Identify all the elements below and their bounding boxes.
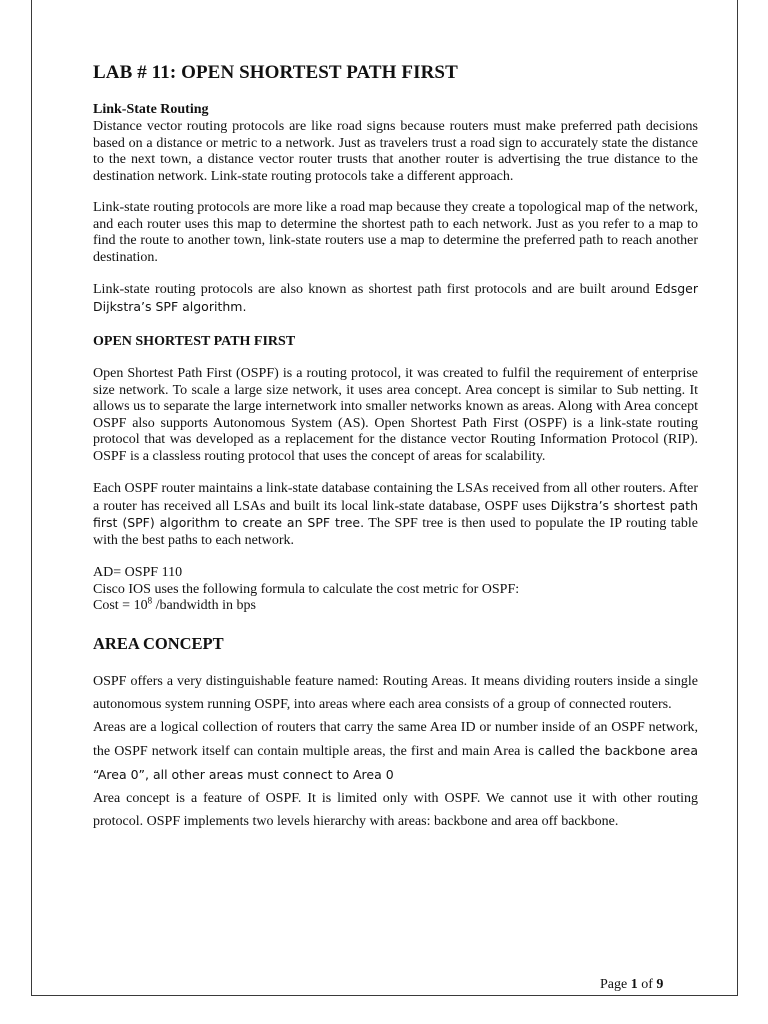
- page-number-footer: [600, 977, 663, 993]
- link-state-paragraph-3: [93, 281, 698, 316]
- backbone-area-note: called the backbone area “Area 0”, all other areas must connect to Area 0: [93, 742, 698, 782]
- link-state-heading: Link-State Routing: [93, 102, 209, 117]
- page-total: 9: [656, 977, 664, 992]
- area-paragraph-3: Area concept is a feature of OSPF. It is limited only with OSPF. We cannot use it with other routing protocol. OSPF implements two levels hierarchy with areas: backbone and area off backbone.: [93, 790, 698, 829]
- link-state-p3-text: Link-state routing protocols are also known as shortest path first protocols and are built around: [93, 282, 655, 297]
- ospf-cost-formula: [93, 595, 698, 615]
- page-current: 1: [630, 977, 638, 992]
- area-concept-heading: AREA CONCEPT: [93, 633, 224, 653]
- ospf-p2-text-c: The SPF tree is then used to populate the IP routing table with the best paths to each network.: [93, 516, 698, 548]
- ospf-ad-line: AD= OSPF 110: [93, 565, 183, 580]
- ospf-heading: OPEN SHORTEST PATH FIRST: [93, 334, 296, 349]
- page-border-left: [31, 0, 32, 996]
- cost-prefix: Cost = 10: [93, 598, 148, 613]
- page-title: LAB # 11: OPEN SHORTEST PATH FIRST: [93, 62, 458, 83]
- page-border-right: [737, 0, 738, 996]
- dijkstra-reference: Edsger Dijkstra’s SPF algorithm.: [93, 281, 698, 314]
- link-state-paragraph-1: Distance vector routing protocols are like road signs because routers must make preferred path decisions based on a distance or metric to a network. Just as travelers trust a road sign to accurately state the distance to the next town, a distance vector router trusts that another router is advertising the true distance to the destination network. Link-state routing protocols take a different approach.: [93, 119, 698, 184]
- cost-suffix: /bandwidth in bps: [152, 598, 256, 613]
- area-p2-text: Areas are a logical collection of routers that carry the same Area ID or number inside of an OSPF network, the OSPF network itself can contain multiple areas, the first and main Area is: [93, 719, 698, 759]
- page-border-bottom: [31, 995, 738, 996]
- page-of-label: of: [641, 977, 653, 992]
- ospf-formula-intro: Cisco IOS uses the following formula to calculate the cost metric for OSPF:: [93, 581, 520, 597]
- ospf-paragraph-1: Open Shortest Path First (OSPF) is a routing protocol, it was created to fulfil the requirement of enterprise size network. To scale a large size network, it uses area concept. Area concept is similar to Sub netting. It allows us to separate the large internetwork into smaller networks known as areas. Along with Area concept OSPF also supports Autonomous System (AS). Open Shortest Path First (OSPF) is a link-state routing protocol that was developed as a replacement for the distance vector Routing Information Protocol (RIP). OSPF is a classless routing protocol that uses the concept of areas for scalability.: [93, 366, 698, 464]
- cost-exponent: 8: [147, 595, 153, 606]
- spf-algorithm-reference: Dijkstra’s shortest path first (SPF) algorithm to create an SPF tree.: [93, 497, 698, 530]
- ospf-paragraph-2: [93, 481, 698, 549]
- area-paragraph-1: OSPF offers a very distinguishable feature named: Routing Areas. It means dividing routers inside a single autonomous system running OSPF, into areas where each area consists of a group of connected routers.: [93, 673, 698, 712]
- page-label: Page: [600, 977, 628, 992]
- page-content: [93, 62, 698, 833]
- ospf-p2-text-a: Each OSPF router maintains a link-state database containing the LSAs received from all other routers. After a router has received all LSAs and built its local link-state database, OSPF uses: [93, 481, 698, 514]
- area-paragraph-2: [93, 716, 698, 787]
- link-state-paragraph-2: Link-state routing protocols are more like a road map because they create a topological map of the network, and each router uses this map to determine the shortest path to each network. Just as you refer to a map to find the route to another town, link-state routers use a map to determine the preferred path to reach another destination.: [93, 200, 698, 265]
